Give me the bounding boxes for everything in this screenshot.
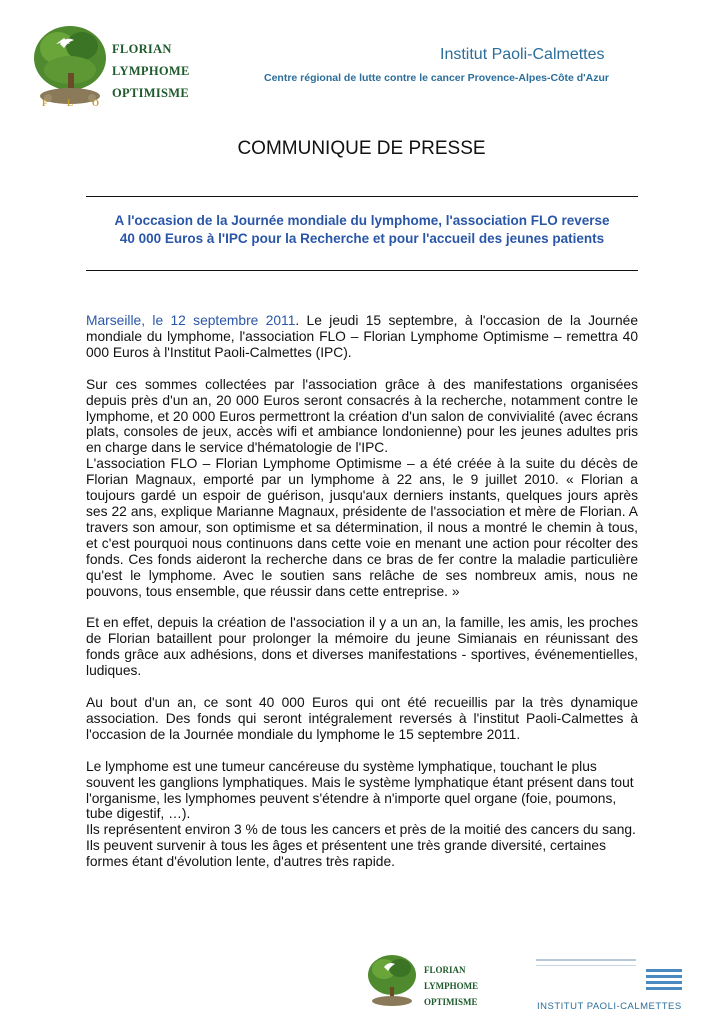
footer-flo-line-lymphome: LYMPHOME <box>424 981 479 991</box>
headline-line-1: A l'occasion de la Journée mondiale du lymphome, l'association FLO reverse <box>114 213 610 228</box>
dateline: Marseille, le 12 septembre 2011 <box>86 313 296 328</box>
headline-line-2: 40 000 Euros à l'IPC pour la Recherche et pour l'accueil des jeunes patients <box>119 231 605 246</box>
flo-logo <box>30 18 110 108</box>
paragraph-intro <box>86 313 638 361</box>
flo-monogram-l: L <box>67 98 74 108</box>
footer-ipc-name: INSTITUT PAOLI-CALMETTES <box>537 1001 682 1012</box>
footer-flo-logo <box>364 951 420 1009</box>
flo-logo-line-florian: FLORIAN <box>112 42 172 56</box>
ipc-subtitle: Centre régional de lutte contre le cancer Provence-Alpes-Côte d'Azur <box>264 72 609 84</box>
flo-logo-line-optimisme: OPTIMISME <box>112 86 190 100</box>
article-body <box>86 313 638 870</box>
paragraph-funds: Sur ces sommes collectées par l'association grâce à des manifestations organisées depuis près d'un an, 20 000 Euros seront consacrés à la recherche, notamment contre le lymphome, et 20 000 Euros permettront la création d'un salon de convivialité (avec écrans plats, consoles de jeux, accès wifi et ambiance londonienne) pour les jeunes adultes pris en charge dans le service d'hématologie de l'IPC. <box>86 376 638 456</box>
top-divider <box>86 196 638 197</box>
flo-monogram-o: O <box>92 98 100 108</box>
flo-logo-text <box>112 38 190 104</box>
flo-logo-line-lymphome: LYMPHOME <box>112 64 190 78</box>
paragraph-statistics: Ils représentent environ 3 % de tous les cancers et près de la moitié des cancers du sang. Ils peuvent survenir à tous les âges et présentent une très grande diversité, certaines formes étant d'évolution lente, d'autres très rapide. <box>86 822 636 870</box>
footer-flo-line-florian: FLORIAN <box>424 965 466 975</box>
footer-flo-line-optimisme: OPTIMISME <box>424 997 478 1007</box>
ipc-title: Institut Paoli-Calmettes <box>440 46 605 63</box>
press-release-title: COMMUNIQUE DE PRESSE <box>237 138 486 159</box>
paragraph-association: L'association FLO – Florian Lymphome Optimisme – a été créée à la suite du décès de Florian Magnaux, emporté par un lymphome à 22 ans, le 9 juillet 2010. « Florian a toujours gardé un espoir de guérison, jusqu'aux derniers instants, quelques jours après ses 22 ans, explique Marianne Magnaux, présidente de l'association et mère de Florian. A travers son amour, son optimisme et sa détermination, il nous a montré le chemin à tous, et c'est pourquoi nous continuons dans cette voie en menant une action pour récolter des fonds. Ces fonds aideront la recherche dans ce bras de fer contre la maladie particulière qu'est le lymphome. Avec le soutien sans relâche de ses nombreux amis, nous ne pouvons, tous ensemble, que réussir dans cette entreprise. » <box>86 456 638 599</box>
headline <box>86 212 638 248</box>
paragraph-history: Et en effet, depuis la création de l'association il y a un an, la famille, les amis, les proches de Florian bataillent pour prolonger la mémoire du jeune Simianais en réunissant des fonds grâce aux adhésions, dons et diverses manifestations - sportives, événementielles, ludiques. <box>86 615 638 679</box>
paragraph-lymphoma: Le lymphome est une tumeur cancéreuse du système lymphatique, touchant le plus souvent les ganglions lymphatiques. Mais le système lymphatique étant présent dans tout l'organisme, les lymphomes peuvent s'étendre à n'importe quel organe (foie, poumons, tube digestif, …). <box>86 758 634 822</box>
paragraph-intro-text: . Le jeudi 15 septembre, à l'occasion de la Journée mondiale du lymphome, l'association FLO – Florian Lymphome Optimisme – remettra 40 000 Euros à l'Institut Paoli-Calmettes (IPC). <box>86 313 638 360</box>
paragraph-donation: Au bout d'un an, ce sont 40 000 Euros qui ont été recueillis par la très dynamique association. Des fonds qui seront intégralement reversés à l'institut Paoli-Calmettes à l'occasion de la Journée mondiale du lymphome le 15 septembre 2011. <box>86 695 638 742</box>
footer-flo-logo-text <box>424 962 478 1010</box>
flo-monogram-f: F <box>42 98 48 108</box>
bottom-divider <box>86 270 638 271</box>
